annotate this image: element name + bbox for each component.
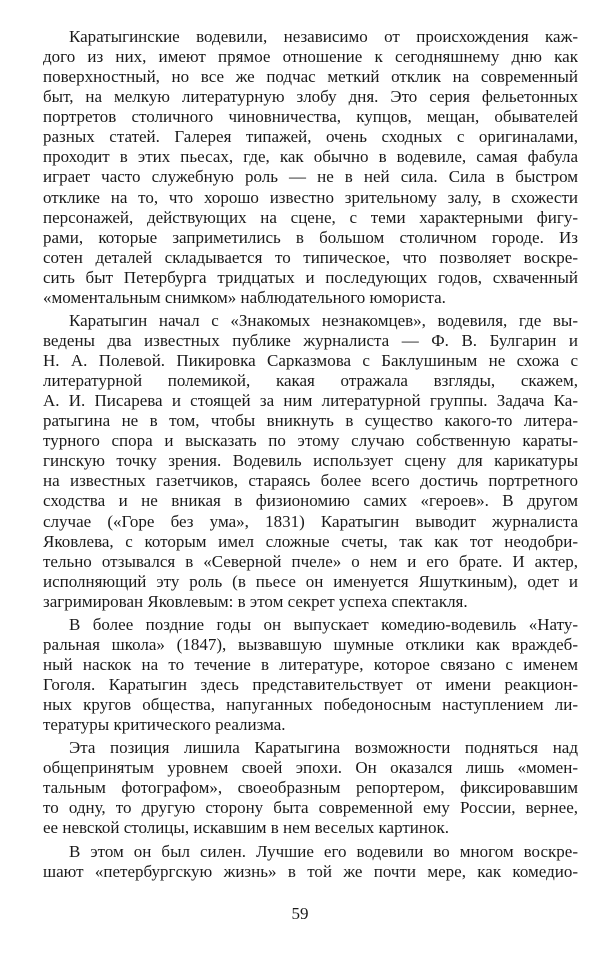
text-line: сить быт Петербурга тридцатых и последующих годов, схваченный (43, 267, 578, 287)
text-line: ральная школа» (1847), вызвавшую шумные отклики как враждеб- (43, 634, 578, 654)
text-line: портретов столичного чиновничества, купцов, мещан, обывателей (43, 107, 578, 127)
text-line: турного спора и высказать по этому случаю собственную караты- (43, 431, 578, 451)
page-body (43, 27, 578, 882)
paragraph (43, 615, 578, 735)
text-line: сходства и не вникая в физиономию самих «героев». В другом (43, 491, 578, 511)
text-line: ратыгина не в том, чтобы вникнуть в существо какого-то литера- (43, 411, 578, 431)
text-line: на известных газетчиков, стараясь более всего достичь портретного (43, 471, 578, 491)
paragraph (43, 738, 578, 838)
text-line: А. И. Писарева и стоящей за ним литературной группы. Задача Ка- (43, 391, 578, 411)
text-line: быт, на мелкую литературную злобу дня. Это серия фельетонных (43, 87, 578, 107)
text-line: рами, которые заприметились в большом столичном городе. Из (43, 227, 578, 247)
paragraph (43, 27, 578, 308)
text-line: исполняющий эту роль (в пьесе он именуется Яшуткиным), одет и (43, 571, 578, 591)
text-line: отклике на то, что хорошо известно зрительному залу, в схожести (43, 187, 578, 207)
text-line: случае («Горе без ума», 1831) Каратыгин выводит журналиста (43, 511, 578, 531)
text-line: разных статей. Галерея типажей, очень сходных с оригиналами, (43, 127, 578, 147)
text-line: Гоголя. Каратыгин здесь представительствует от имени реакцион- (43, 675, 578, 694)
text-line: Каратыгинские водевили, независимо от происхождения каж- (69, 27, 578, 46)
text-line: тельно отзывался в «Северной пчеле» о нем и его брате. И актер, (43, 551, 578, 571)
text-line: тературы критического реализма. (43, 715, 286, 735)
text-line: Эта позиция лишила Каратыгина возможности подняться над (69, 738, 578, 758)
text-line: поверхностный, но все же подчас меткий отклик на современный (43, 67, 578, 87)
text-line: ее невской столицы, искавшим в нем веселых картинок. (43, 818, 449, 838)
text-line: играет часто служебную роль — не в ней сила. Сила в быстром (43, 167, 578, 187)
text-line: персонажей, действующих на сцене, с теми характерными фигу- (43, 207, 578, 227)
text-line: то одну, то другую сторону быта современной ему России, вернее, (43, 798, 578, 818)
text-line: В более поздние годы он выпускает комедию-водевиль «Нату- (69, 614, 578, 634)
page-number: 59 (291, 904, 309, 923)
text-line: загримирован Яковлевым: в этом секрет успеха спектакля. (43, 591, 468, 611)
text-line: В этом он был силен. Лучшие его водевили во многом воскре- (69, 841, 578, 861)
text-line: Каратыгин начал с «Знакомых незнакомцев», водевиля, где вы- (69, 310, 578, 330)
paragraph (43, 842, 578, 882)
text-line: гинскую точку зрения. Водевиль использует сцену для карикатуры (43, 451, 578, 471)
text-line: «моментальным снимком» наблюдательного юмориста. (43, 287, 446, 307)
text-line: проходит в этих пьесах, где, как обычно в водевиле, самая фабула (43, 147, 578, 167)
paragraph (43, 311, 578, 612)
text-line: общепринятым уровнем своей эпохи. Он оказался лишь «момен- (43, 758, 578, 778)
text-line: ный наскок на то течение в литературе, которое связано с именем (43, 654, 578, 674)
text-line: дого из них, имеют прямое отношение к сегодняшнему дню как (43, 47, 578, 67)
text-line: сотен деталей складывается то типическое, что позволяет воскре- (43, 247, 578, 267)
text-line: ных кругов общества, напуганных победоносным наступлением ли- (43, 695, 578, 715)
text-line: тальным фотографом», своеобразным репортером, фиксировавшим (43, 778, 578, 798)
text-line: литературной полемикой, какая отражала взгляды, скажем, (43, 371, 578, 391)
text-line: Н. А. Полевой. Пикировка Сарказмова с Баклушиным не схожа с (43, 351, 578, 370)
text-line: ведены два известных публике журналиста — Ф. В. Булгарин и (43, 330, 578, 350)
text-line: шают «петербургскую жизнь» в той же почти мере, как комедио- (43, 861, 578, 881)
text-line: Яковлева, с которым имел сложные счеты, так как тот неодобри- (43, 531, 578, 551)
